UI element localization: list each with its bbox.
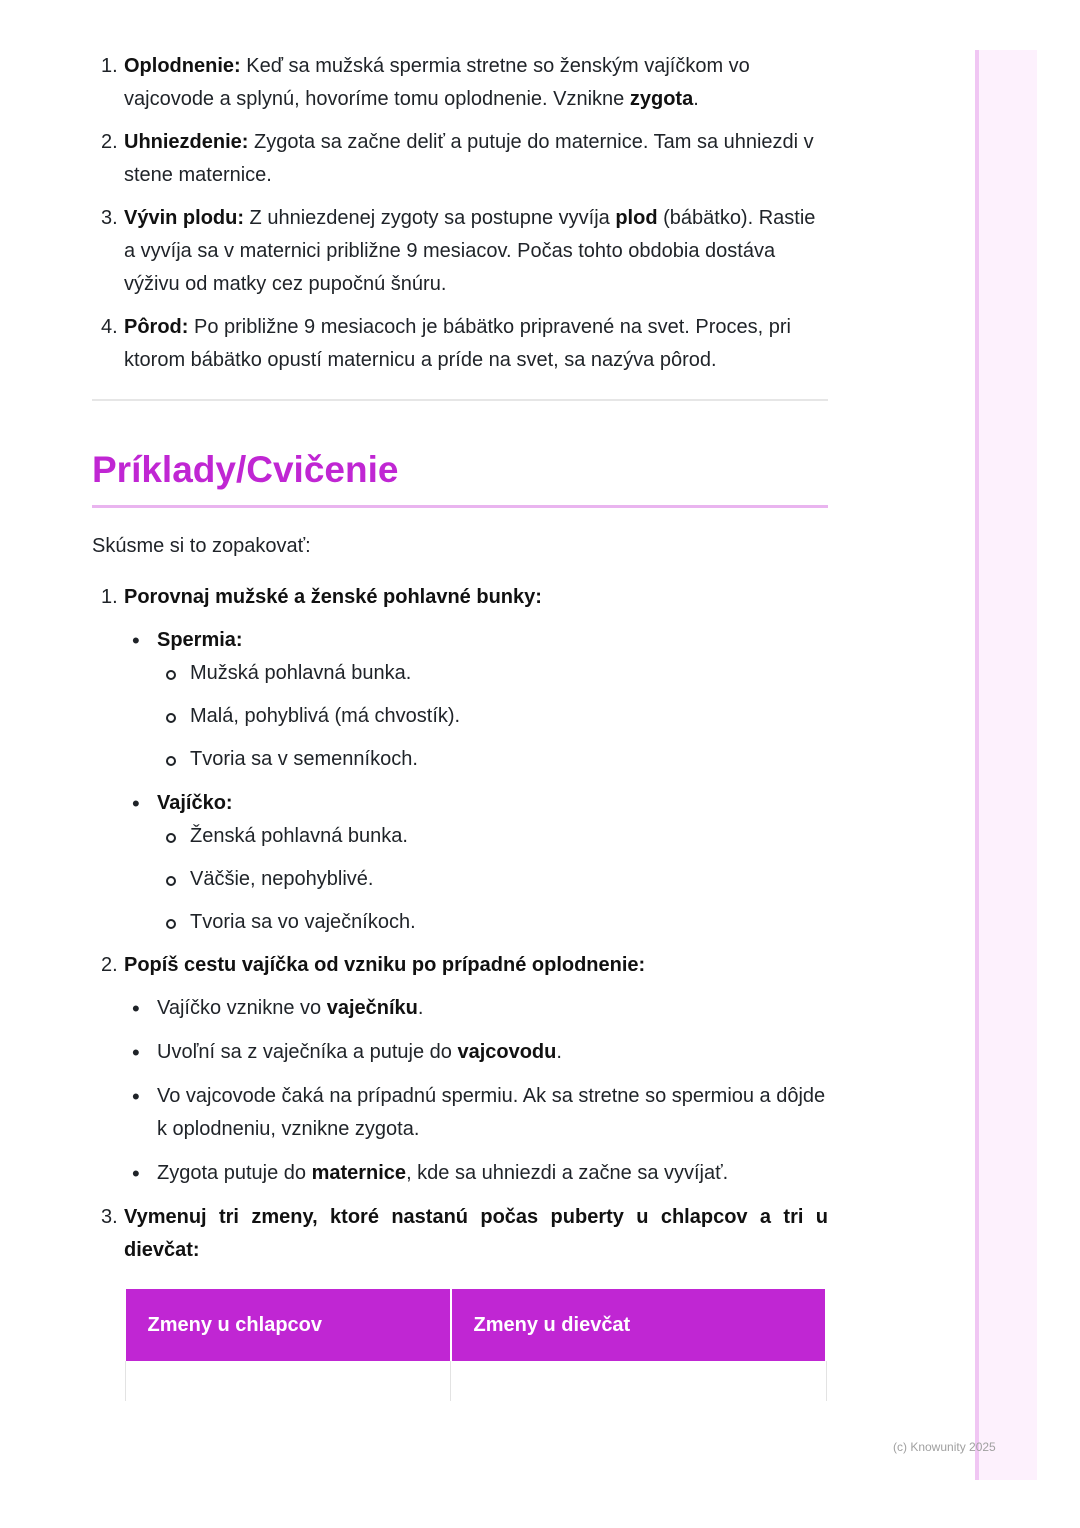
list-item	[157, 624, 828, 776]
item-text: Z uhniezdenej zygoty sa postupne vyvíja	[244, 207, 616, 229]
question-title: Porovnaj mužské a ženské pohlavné bunky:	[124, 586, 542, 608]
section-title: Príklady/Cvičenie	[92, 447, 828, 508]
document-content	[92, 50, 828, 1401]
sub-list-item: Tvoria sa v semenníkoch.	[190, 743, 828, 776]
divider	[92, 399, 828, 401]
term: Uhniezdenie:	[124, 131, 249, 153]
bullet-list	[124, 992, 828, 1190]
list-item	[92, 311, 828, 377]
list-number: 2.	[101, 131, 118, 153]
bold-term: vaječníku	[326, 997, 418, 1019]
list-number: 3.	[101, 207, 118, 229]
bold-term: plod	[615, 207, 658, 229]
list-number: 1.	[101, 55, 118, 77]
sub-list-item: Tvoria sa vo vaječníkoch.	[190, 906, 828, 939]
question-1	[92, 581, 828, 939]
item-text: Uvoľní sa z vaječníka a putuje do	[157, 1041, 458, 1063]
list-number: 2.	[101, 954, 118, 976]
sub-list-item: Malá, pohyblivá (má chvostík).	[190, 700, 828, 733]
changes-table	[125, 1289, 827, 1401]
side-panel	[975, 50, 1037, 1480]
item-text: Vajíčko vznikne vo	[157, 997, 327, 1019]
list-number: 4.	[101, 316, 118, 338]
item-text: Zygota sa začne deliť a putuje do maternice. Tam sa uhniezdi v stene maternice.	[124, 131, 814, 186]
table-cell	[451, 1361, 827, 1401]
item-text: Zygota putuje do	[157, 1162, 312, 1184]
column-header-girls: Zmeny u dievčat	[451, 1289, 827, 1361]
item-text: , kde sa uhniezdi a začne sa vyvíjať.	[406, 1162, 729, 1184]
item-text: Keď sa mužská spermia stretne so ženským vajíčkom vo vajcovode a splynú, hovoríme tomu oplodnenie. Vznikne	[124, 55, 750, 110]
intro-text: Skúsme si to zopakovať:	[92, 535, 311, 557]
copyright-footer: (c) Knowunity 2025	[893, 1440, 996, 1454]
question-2	[92, 949, 828, 1190]
term: Oplodnenie:	[124, 55, 241, 77]
column-header-boys: Zmeny u chlapcov	[126, 1289, 451, 1361]
table-cell	[126, 1361, 451, 1401]
list-item	[157, 787, 828, 939]
sub-list-item: Ženská pohlavná bunka.	[190, 820, 828, 853]
table-row	[126, 1361, 827, 1401]
list-item	[92, 202, 828, 301]
sub-list	[157, 820, 828, 939]
bold-term: vajcovodu	[457, 1041, 557, 1063]
group-label: Vajíčko:	[157, 792, 233, 814]
bullet-list	[124, 624, 828, 939]
list-item	[92, 126, 828, 192]
term: Pôrod:	[124, 316, 189, 338]
question-title: Popíš cestu vajíčka od vzniku po prípadné oplodnenie:	[124, 954, 646, 976]
list-item	[157, 1080, 828, 1146]
question-title: Vymenuj tri zmeny, ktoré nastanú počas puberty u chlapcov a tri u dievčat:	[124, 1206, 828, 1261]
item-text: .	[693, 88, 699, 110]
list-number: 3.	[101, 1206, 118, 1228]
list-item	[157, 1157, 828, 1190]
bold-term: zygota	[629, 88, 694, 110]
list-number: 1.	[101, 586, 118, 608]
item-text: .	[556, 1041, 562, 1063]
item-text: Vo vajcovode čaká na prípadnú spermiu. Ak sa stretne so spermiou a dôjde k oplodneniu, vznikne zygota.	[157, 1085, 826, 1140]
list-item	[157, 992, 828, 1025]
list-item	[92, 50, 828, 116]
sub-list-item: Mužská pohlavná bunka.	[190, 657, 828, 690]
term: Vývin plodu:	[124, 207, 244, 229]
item-text: Po približne 9 mesiacoch je bábätko pripravené na svet. Proces, pri ktorom bábätko opustí maternicu a príde na svet, sa nazýva pôrod.	[124, 316, 791, 371]
list-item	[157, 1036, 828, 1069]
bold-term: maternice	[311, 1162, 407, 1184]
question-3	[92, 1201, 828, 1267]
item-text: .	[417, 997, 424, 1019]
sub-list	[157, 657, 828, 776]
sub-list-item: Väčšie, nepohyblivé.	[190, 863, 828, 896]
item-text: (bábätko). Rastie a vyvíja sa v maternici približne 9 mesiacov. Počas tohto obdobia dostáva výživu od matky cez pupočnú šnúru.	[124, 207, 816, 295]
group-label: Spermia:	[157, 629, 243, 651]
